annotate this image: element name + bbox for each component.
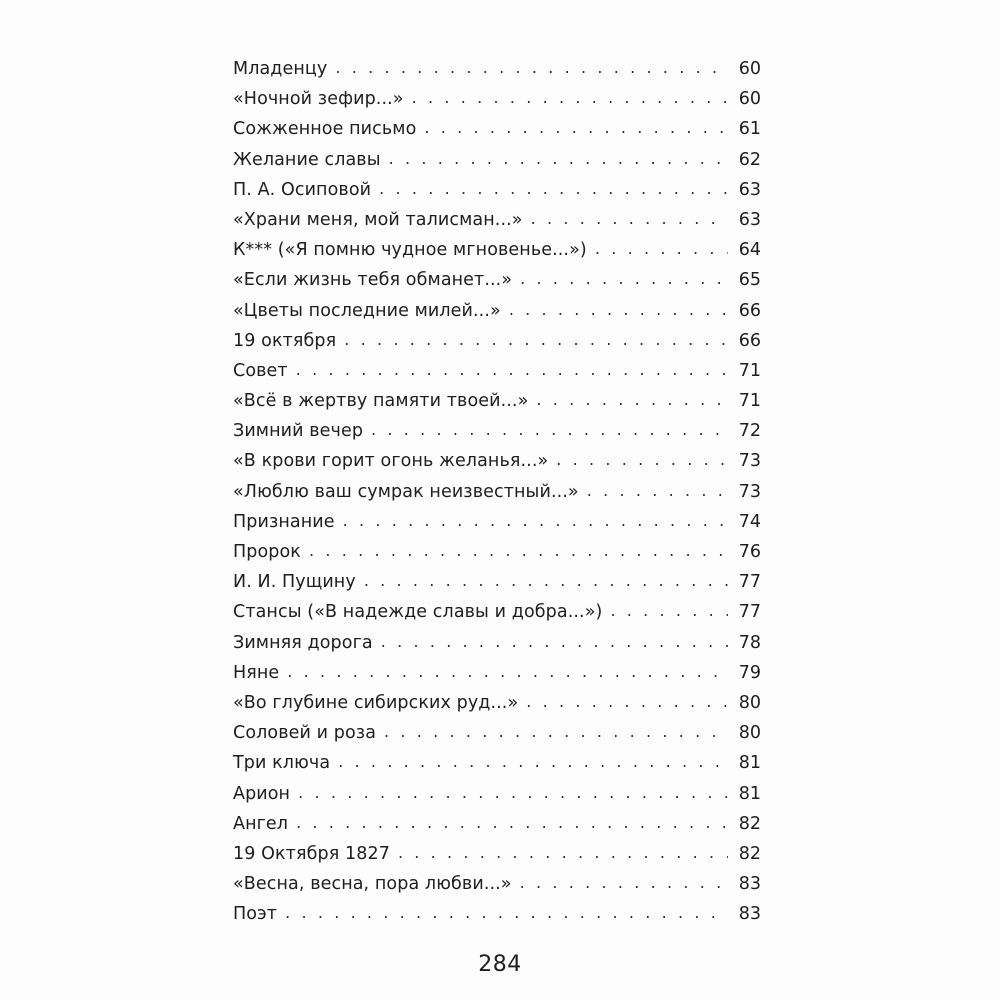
toc-entry [233, 477, 761, 507]
toc-entry-title: Зимняя дорога [233, 632, 373, 653]
toc-entry-title: «Цветы последние милей...» [233, 300, 501, 321]
toc-entry-title: Стансы («В надежде славы и добра...») [233, 602, 603, 623]
dot-leader [509, 295, 728, 325]
dot-leader [398, 838, 728, 868]
toc-entry-page: 81 [738, 783, 761, 804]
toc-entry [233, 748, 761, 778]
toc-entry-page: 72 [738, 421, 761, 442]
dot-leader [556, 445, 728, 475]
toc-entry-title: Сожженное письмо [233, 119, 417, 140]
toc-entry-page: 81 [738, 753, 761, 774]
toc-entry-title: «Храни меня, мой талисман...» [233, 209, 523, 230]
toc-entry-title: Арион [233, 783, 291, 804]
dot-leader [285, 898, 728, 928]
dot-leader [610, 596, 728, 626]
toc-entry-page: 82 [738, 813, 761, 834]
toc-entry [233, 296, 761, 326]
dot-leader [384, 717, 728, 747]
toc-entry-title: Ангел [233, 813, 289, 834]
toc-entry-title: Поэт [233, 904, 278, 925]
toc-entry-page: 64 [738, 240, 761, 261]
toc-entry [233, 54, 761, 84]
toc-entry-title: «Весна, весна, пора любви...» [233, 874, 512, 895]
toc-entry-page: 83 [738, 904, 761, 925]
toc-entry [233, 597, 761, 627]
dot-leader [389, 144, 728, 174]
toc-entry-page: 66 [738, 330, 761, 351]
dot-leader [526, 687, 728, 717]
toc-entry-page: 78 [738, 632, 761, 653]
toc-entry-page: 63 [738, 179, 761, 200]
toc-entry-title: 19 октября [233, 330, 337, 351]
toc-entry-title: Пророк [233, 542, 301, 562]
toc-entry [233, 899, 761, 929]
toc-entry [233, 567, 761, 597]
toc-entry-page: 73 [738, 451, 761, 472]
dot-leader [298, 778, 728, 808]
dot-leader [343, 506, 728, 536]
toc-entry-title: Младенцу [233, 59, 328, 79]
toc-entry [233, 537, 761, 567]
toc-entry-page: 60 [738, 89, 761, 110]
toc-entry-page: 77 [738, 572, 761, 593]
toc-entry-title: «Ночной зефир...» [233, 89, 404, 110]
toc-entry-title: «В крови горит огонь желанья...» [233, 451, 549, 472]
toc-entry [233, 416, 761, 446]
dot-leader [296, 808, 728, 838]
dot-leader [335, 53, 728, 83]
toc-entry [233, 175, 761, 205]
dot-leader [595, 234, 728, 264]
toc-entry-page: 82 [738, 843, 761, 864]
toc-entry [233, 718, 761, 748]
toc-entry-page: 74 [738, 511, 761, 532]
toc-entry-title: Няне [233, 662, 280, 683]
toc-entry-page: 73 [738, 481, 761, 502]
toc-entry [233, 265, 761, 295]
toc-entry [233, 839, 761, 869]
page-number: 284 [478, 952, 522, 977]
dot-leader [536, 385, 728, 415]
toc-entry-page: 77 [738, 602, 761, 623]
dot-leader [381, 627, 728, 657]
toc-entry-page: 62 [738, 149, 761, 170]
dot-leader [520, 868, 728, 898]
toc-entry-page: 63 [738, 209, 761, 230]
toc-entry [233, 145, 761, 175]
toc-entry-title: «Всё в жертву памяти твоей...» [233, 391, 529, 412]
toc-entry-page: 61 [738, 119, 761, 140]
toc-entry [233, 779, 761, 809]
toc-entry-page: 80 [738, 723, 761, 744]
dot-leader [344, 325, 728, 355]
dot-leader [296, 355, 728, 385]
dot-leader [364, 566, 728, 596]
toc-entry [233, 658, 761, 688]
toc-entry-title: И. И. Пущину [233, 572, 356, 593]
toc-entry [233, 235, 761, 265]
toc-entry-title: Признание [233, 511, 335, 532]
table-of-contents [233, 54, 761, 929]
toc-entry [233, 869, 761, 899]
dot-leader [531, 204, 728, 234]
dot-leader [287, 657, 728, 687]
toc-entry [233, 205, 761, 235]
toc-entry [233, 326, 761, 356]
toc-entry-page: 79 [738, 662, 761, 683]
toc-entry-title: «Люблю ваш сумрак неизвестный...» [233, 481, 579, 502]
toc-entry-title: Три ключа [233, 753, 331, 774]
toc-entry-title: «Если жизнь тебя обманет...» [233, 270, 513, 291]
toc-entry-title: П. А. Осиповой [233, 179, 372, 200]
dot-leader [379, 174, 728, 204]
toc-entry-page: 80 [738, 692, 761, 713]
dot-leader [587, 476, 728, 506]
toc-entry [233, 688, 761, 718]
toc-entry-title: Соловей и роза [233, 723, 377, 744]
toc-entry-page: 65 [738, 270, 761, 291]
toc-entry-title: К*** («Я помню чудное мгновенье...») [233, 240, 587, 261]
toc-entry-page: 60 [738, 59, 761, 79]
toc-entry-title: «Во глубине сибирских руд...» [233, 692, 519, 713]
toc-entry [233, 446, 761, 476]
toc-entry-title: Совет [233, 360, 288, 381]
dot-leader [309, 536, 728, 566]
toc-entry-title: 19 Октября 1827 [233, 843, 390, 864]
toc-entry [233, 507, 761, 537]
toc-entry [233, 809, 761, 839]
toc-entry-page: 71 [738, 360, 761, 381]
toc-entry-page: 83 [738, 874, 761, 895]
toc-entry [233, 84, 761, 114]
dot-leader [412, 83, 728, 113]
toc-entry [233, 628, 761, 658]
dot-leader [371, 415, 728, 445]
toc-entry [233, 386, 761, 416]
toc-entry-page: 76 [738, 542, 761, 562]
toc-entry-page: 66 [738, 300, 761, 321]
toc-entry-page: 71 [738, 391, 761, 412]
toc-entry-title: Желание славы [233, 149, 381, 170]
dot-leader [520, 264, 728, 294]
toc-entry [233, 356, 761, 386]
toc-entry-title: Зимний вечер [233, 421, 364, 442]
toc-entry [233, 114, 761, 144]
dot-leader [338, 747, 728, 777]
dot-leader [424, 113, 728, 143]
